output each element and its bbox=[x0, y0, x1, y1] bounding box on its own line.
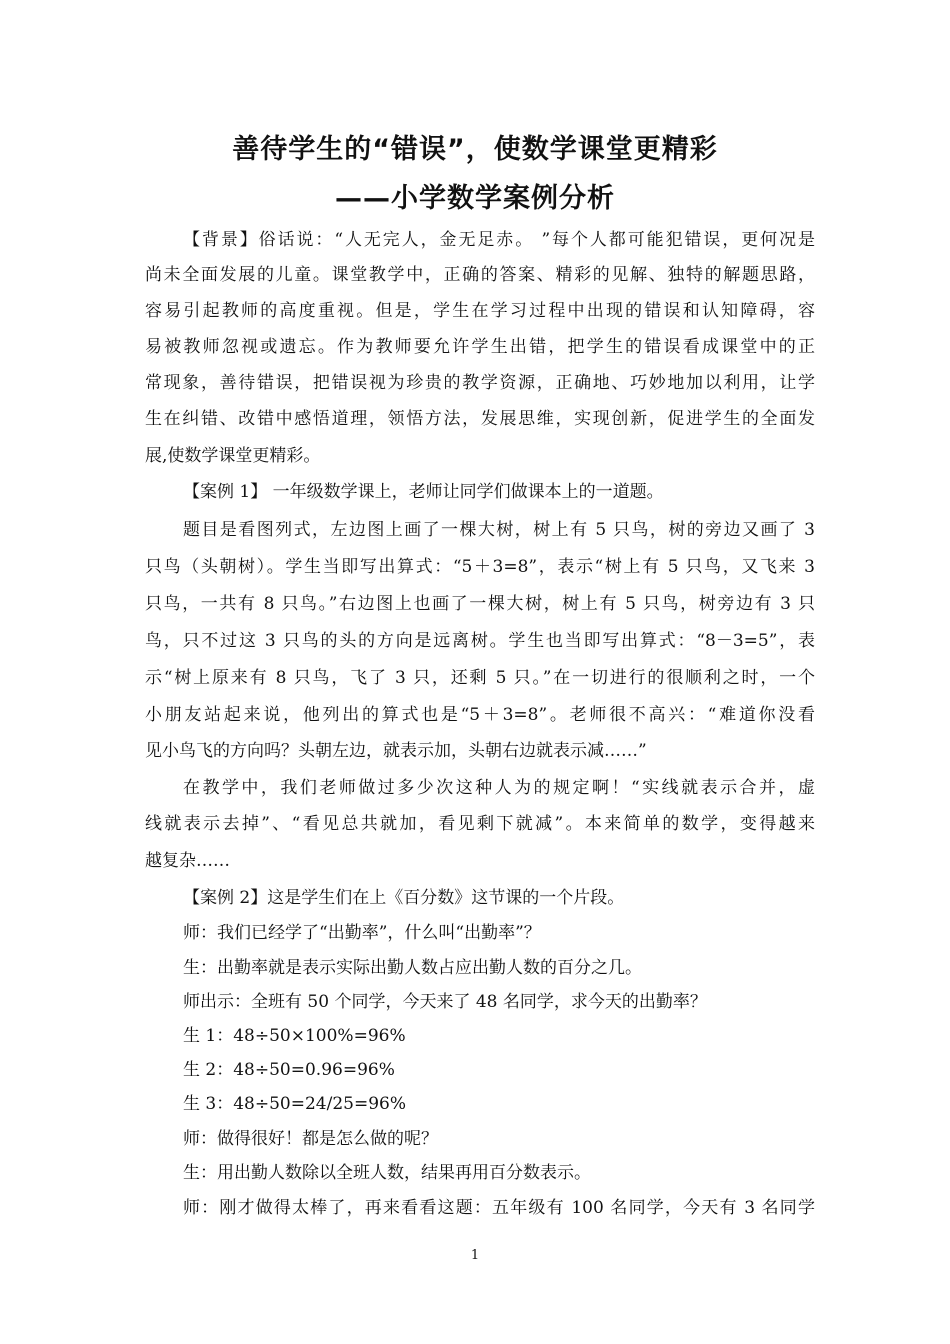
text-line: 在教学中，我们老师做过多少次这种人为的规定啊！“实线就表示合并，虚 bbox=[183, 778, 815, 798]
text-line: 生在纠错、改错中感悟道理，领悟方法，发展思维，实现创新，促进学生的全面发 bbox=[145, 409, 815, 429]
text-line: 越复杂…… bbox=[145, 851, 230, 871]
text-line: 尚未全面发展的儿童。课堂教学中，正确的答案、精彩的见解、独特的解题思路， bbox=[145, 265, 815, 285]
text-line: 易被教师忽视或遗忘。作为教师要允许学生出错，把学生的错误看成课堂中的正 bbox=[145, 337, 815, 357]
text-line: 题目是看图列式，左边图上画了一棵大树，树上有 5 只鸟，树的旁边又画了 3 bbox=[183, 520, 815, 540]
document-title: 善待学生的“错误”，使数学课堂更精彩 bbox=[232, 134, 718, 165]
text-line: 师：我们已经学了“出勤率”，什么叫“出勤率”？ bbox=[183, 923, 541, 943]
text-line: 常现象，善待错误，把错误视为珍贵的教学资源，正确地、巧妙地加以利用，让学 bbox=[145, 373, 815, 393]
text-line: 【案例 1】 一年级数学课上，老师让同学们做课本上的一道题。 bbox=[183, 482, 664, 502]
text-line: 示“树上原来有 8 只鸟，飞了 3 只，还剩 5 只。”在一切进行的很顺利之时，一个 bbox=[145, 668, 815, 688]
text-line: 师：刚才做得太棒了，再来看看这题：五年级有 100 名同学，今天有 3 名同学 bbox=[183, 1198, 815, 1218]
text-line: 【案例 2】这是学生们在上《百分数》这节课的一个片段。 bbox=[183, 888, 625, 908]
page-number: 1 bbox=[470, 1248, 480, 1263]
text-line: 鸟，只不过这 3 只鸟的头的方向是远离树。学生也当即写出算式：“8－3=5”，表 bbox=[145, 631, 815, 651]
text-line: 生：用出勤人数除以全班人数，结果再用百分数表示。 bbox=[183, 1163, 591, 1183]
text-line: 只鸟（头朝树）。学生当即写出算式：“5＋3=8”，表示“树上有 5 只鸟，又飞来 3 bbox=[145, 557, 815, 577]
text-line: 师出示：全班有 50 个同学，今天来了 48 名同学，求今天的出勤率？ bbox=[183, 992, 707, 1012]
text-line: 容易引起教师的高度重视。但是，学生在学习过程中出现的错误和认知障碍，容 bbox=[145, 301, 815, 321]
text-line: 展,使数学课堂更精彩。 bbox=[145, 446, 321, 466]
text-line: 生 3：48÷50=24/25=96% bbox=[183, 1094, 406, 1114]
text-line: 见小鸟飞的方向吗？头朝左边，就表示加，头朝右边就表示减……” bbox=[145, 741, 647, 761]
text-line: 小朋友站起来说，他列出的算式也是“5＋3=8”。老师很不高兴：“难道你没看 bbox=[145, 705, 815, 725]
text-line: 生 2：48÷50=0.96=96% bbox=[183, 1060, 395, 1080]
text-line: 线就表示去掉”、“看见总共就加，看见剩下就减”。本来简单的数学，变得越来 bbox=[145, 814, 815, 834]
text-line: 【背景】俗话说：“人无完人，金无足赤。 ”每个人都可能犯错误，更何况是 bbox=[183, 230, 815, 250]
text-line: 生：出勤率就是表示实际出勤人数占应出勤人数的百分之几。 bbox=[183, 958, 642, 978]
text-line: 只鸟，一共有 8 只鸟。”右边图上也画了一棵大树，树上有 5 只鸟，树旁边有 3 只 bbox=[145, 594, 815, 614]
text-line: 师：做得很好！都是怎么做的呢？ bbox=[183, 1129, 438, 1149]
text-line: 生 1：48÷50×100%=96% bbox=[183, 1026, 406, 1046]
document-subtitle: ——小学数学案例分析 bbox=[335, 183, 615, 214]
